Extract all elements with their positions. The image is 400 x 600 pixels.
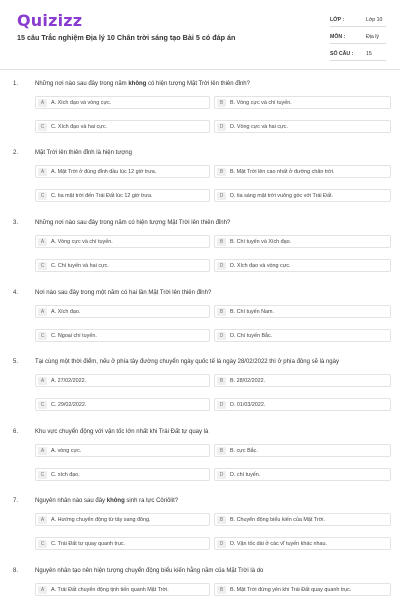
meta-value: Địa lý [366,34,379,40]
option-text: A. 27/02/2022. [51,378,87,384]
question-text-emphasis: không [128,81,147,87]
answer-option[interactable] [214,165,391,178]
answer-option[interactable] [214,305,391,318]
question-text [35,220,390,226]
question-text [35,498,390,504]
question-number: 5. [13,359,19,365]
answer-option[interactable] [35,444,210,457]
meta-value: Lớp 10 [366,17,383,23]
question-text-part: Khu vực chuyển động với vận tốc lớn nhất khi Trái Đất tự quay là [35,429,209,435]
answer-option[interactable] [35,468,210,481]
answer-option[interactable] [35,513,210,526]
question-text [35,150,390,156]
option-text: A. Xích đạo. [51,309,81,315]
question-text [35,290,390,296]
question-text-part: Những nơi nào sau đây trong năm [35,81,129,87]
option-text: A. Xích đạo và vòng cực. [51,100,112,106]
option-text: D. Xích đạo và vòng cực. [230,263,291,269]
option-text: B. Vòng cực và chí tuyến. [230,100,292,106]
option-letter-badge: D [217,262,226,270]
question-number: 3. [13,220,19,226]
question-text [35,81,390,87]
answer-option[interactable] [35,235,210,248]
option-letter-badge: C [38,332,47,340]
option-text: D. chí tuyến. [230,472,261,478]
option-letter-badge: A [38,99,47,107]
quizizz-logo: Quizizz [17,11,83,30]
question-number: 8. [13,568,19,574]
option-text: B. Chí tuyến Nam. [230,309,275,315]
option-letter-badge: B [217,586,226,594]
option-letter-badge: A [38,168,47,176]
option-letter-badge: C [38,192,47,200]
document-title: 15 câu Trắc nghiệm Địa lý 10 Chân trời sáng tạo Bài 5 có đáp án [17,33,236,42]
question-text-emphasis: không [106,498,125,504]
meta-row-subject [330,29,386,44]
answer-option[interactable] [35,165,210,178]
option-letter-badge: D [217,332,226,340]
option-text: C. 29/02/2022. [51,402,87,408]
answer-option[interactable] [35,259,210,272]
option-letter-badge: D [217,192,226,200]
option-text: C. tia mặt trời đến Trái Đất lúc 12 giờ trưa. [51,193,153,199]
question-text-part: Nguyên nhân nào sau đây [35,498,107,504]
option-letter-badge: B [217,99,226,107]
option-text: B. Chuyển động biểu kiến của Mặt Trời. [230,517,325,523]
option-text: B. cực Bắc. [230,448,258,454]
option-letter-badge: A [38,238,47,246]
option-letter-badge: C [38,401,47,409]
option-text: B. Chí tuyến và Xích đạo. [230,239,292,245]
option-letter-badge: B [217,168,226,176]
option-text: D. 01/03/2022. [230,402,266,408]
question-number: 6. [13,429,19,435]
question-number: 2. [13,150,19,156]
option-text: B. Mặt Trời đứng yên khi Trái Đất quay quanh trục. [230,587,352,593]
option-letter-badge: B [217,516,226,524]
meta-label: LỚP : [330,17,345,23]
option-text: A. Trái Đất chuyển động tịnh tiến quanh Mặt Trời. [51,587,169,593]
meta-row-class [330,12,386,27]
question-text-part: Mặt Trời lên thiên đỉnh là hiện tượng [35,150,132,156]
meta-value: 15 [366,51,372,57]
question-number: 4. [13,290,19,296]
option-letter-badge: A [38,586,47,594]
option-letter-badge: A [38,447,47,455]
option-letter-badge: C [38,262,47,270]
answer-option[interactable] [35,398,210,411]
option-text: A. Mặt Trời ở đúng đỉnh đầu lúc 12 giờ trưa. [51,169,157,175]
answer-option[interactable] [35,305,210,318]
option-letter-badge: C [38,540,47,548]
worksheet-header [0,0,400,70]
meta-label: SỐ CÂU : [330,51,354,57]
option-letter-badge: B [217,238,226,246]
option-text: C. Ngoại chí tuyến. [51,333,97,339]
question-text [35,359,390,365]
option-letter-badge: D [217,401,226,409]
answer-option[interactable] [214,537,391,550]
option-letter-badge: B [217,308,226,316]
question-text-part: Nơi nào sau đây trong một năm có hai lần Mặt Trời lên thiên đỉnh? [35,290,212,296]
answer-option[interactable] [214,329,391,342]
meta-row-count [330,46,386,61]
option-letter-badge: B [217,447,226,455]
answer-option[interactable] [214,468,391,481]
option-text: C. Chí tuyến và hai cực. [51,263,109,269]
question-text [35,429,390,435]
answer-option[interactable] [214,120,391,133]
option-text: A. Hướng chuyển động từ tây sang đông. [51,517,151,523]
answer-option[interactable] [214,513,391,526]
answer-option[interactable] [35,583,210,596]
answer-option[interactable] [214,374,391,387]
meta-label: MÔN : [330,34,346,40]
answer-option[interactable] [214,259,391,272]
answer-option[interactable] [35,96,210,109]
answer-option[interactable] [35,189,210,202]
option-text: D. Vòng cực và hai cực. [230,124,288,130]
option-letter-badge: C [38,123,47,131]
question-text-part: Tại cùng một thời điểm, nếu ở phía tây đường chuyển ngày quốc tế là ngày 28/02/2022 thì ở phía đông sẽ là ngày [35,359,339,365]
answer-option[interactable] [214,189,391,202]
option-text: D. Chí tuyến Bắc. [230,333,273,339]
answer-option[interactable] [35,374,210,387]
question-number: 7. [13,498,19,504]
option-text: C. xích đạo. [51,472,80,478]
option-text: A. Vòng cực và chí tuyến. [51,239,113,245]
answer-option[interactable] [35,120,210,133]
answer-option[interactable] [214,398,391,411]
answer-option[interactable] [214,444,391,457]
answer-option[interactable] [214,235,391,248]
option-text: C. Xích đạo và hai cực. [51,124,108,130]
option-letter-badge: D [217,123,226,131]
answer-option[interactable] [214,583,391,596]
option-letter-badge: A [38,308,47,316]
meta-panel [330,12,386,63]
question-text-part: có hiện tượng Mặt Trời lên thiên đỉnh? [146,81,250,87]
option-letter-badge: B [217,377,226,385]
option-text: B. 28/02/2022. [230,378,266,384]
option-text: D. tia sáng mặt trời vuông góc với Trái Đất. [230,193,333,199]
header-divider [0,69,400,70]
question-text [35,568,390,574]
question-text-part: Những nơi nào sau đây trong năm có hiện tượng Mặt Trời lên thiên đỉnh? [35,220,231,226]
answer-option[interactable] [35,329,210,342]
option-letter-badge: A [38,377,47,385]
option-letter-badge: D [217,540,226,548]
option-text: D. Vận tốc dài ở các vĩ tuyến khác nhau. [230,541,328,547]
question-text-part: Nguyên nhân tạo nên hiện tượng chuyển động biểu kiến hằng năm của Mặt Trời là do [35,568,264,574]
option-text: A. vòng cực. [51,448,82,454]
option-letter-badge: C [38,471,47,479]
answer-option[interactable] [35,537,210,550]
option-text: B. Mặt Trời lên cao nhất ở đường chân trời. [230,169,335,175]
option-letter-badge: D [217,471,226,479]
question-text-part: sinh ra lực Côriôlit? [124,498,179,504]
question-number: 1. [13,81,19,87]
option-letter-badge: A [38,516,47,524]
answer-option[interactable] [214,96,391,109]
option-text: C. Trái Đất tự quay quanh trục. [51,541,126,547]
